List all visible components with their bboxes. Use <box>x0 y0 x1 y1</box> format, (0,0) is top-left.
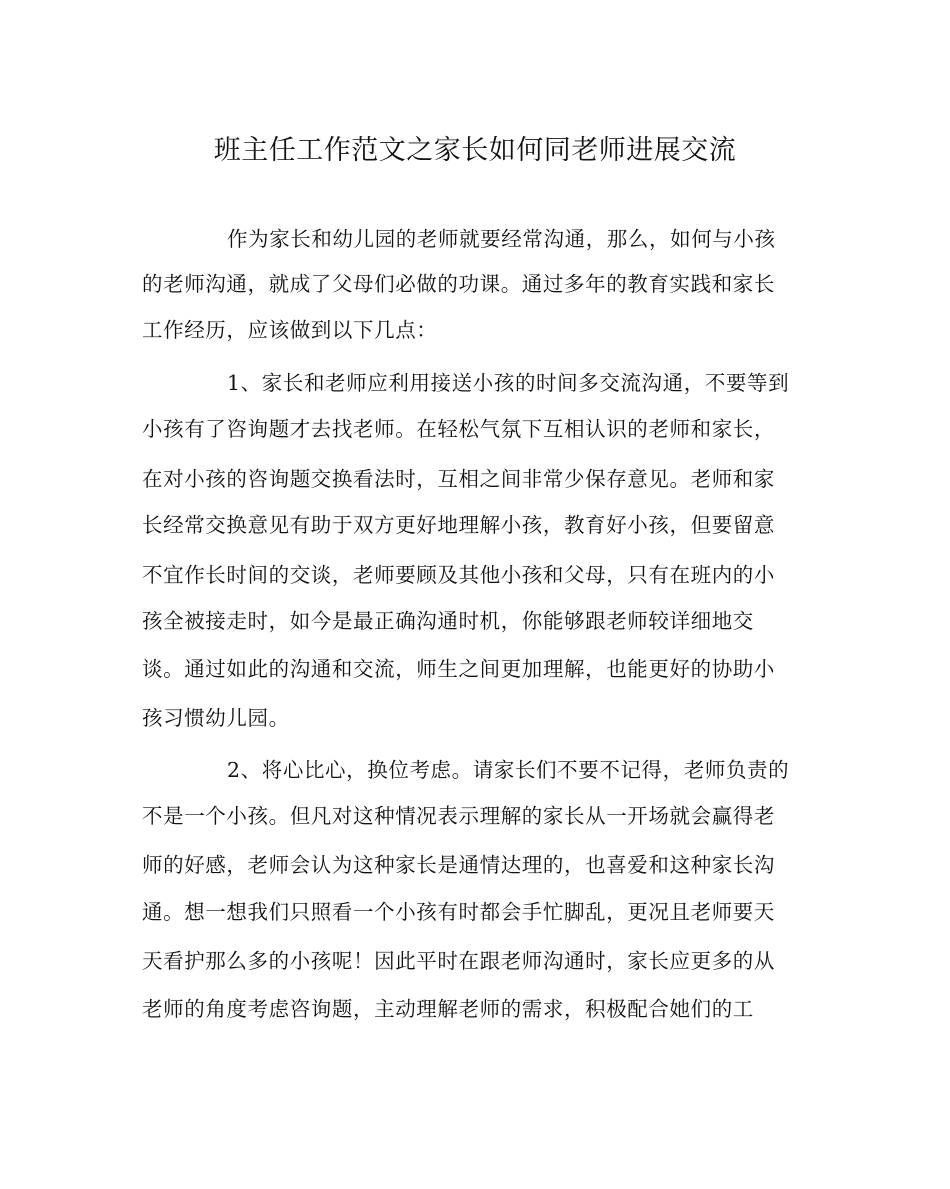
page-title: 班主任工作范文之家长如何同老师进展交流 <box>213 135 737 166</box>
paragraph-2-line-4: 长经常交换意见有助于双方更好地理解小孩，教育好小孩，但要留意 <box>142 513 775 537</box>
paragraph-1-line-2: 的老师沟通，就成了父母们必做的功课。通过多年的教育实践和家长 <box>142 272 775 296</box>
paragraph-3-line-4: 通。想一想我们只照看一个小孩有时都会手忙脚乱，更况且老师要天 <box>142 900 775 924</box>
paragraph-1-line-3: 工作经历，应该做到以下几点： <box>142 318 438 342</box>
paragraph-2-line-7: 谈。通过如此的沟通和交流，师生之间更加理解，也能更好的协助小 <box>142 657 775 681</box>
paragraph-2-line-1: 1、家长和老师应利用接送小孩的时间多交流沟通，不要等到 <box>227 371 790 395</box>
paragraph-2-line-2: 小孩有了咨询题才去找老师。在轻松气氛下互相认识的老师和家长， <box>142 417 775 441</box>
paragraph-3-line-5: 天看护那么多的小孩呢！因此平时在跟老师沟通时，家长应更多的从 <box>142 949 775 973</box>
paragraph-3-line-6: 老师的角度考虑咨询题，主动理解老师的需求，积极配合她们的工 <box>142 997 754 1021</box>
paragraph-3-line-1: 2、将心比心，换位考虑。请家长们不要不记得，老师负责的 <box>227 758 790 782</box>
paragraph-2-line-6: 孩全被接走时，如今是最正确沟通时机，你能够跟老师较详细地交 <box>142 609 754 633</box>
paragraph-3-line-2: 不是一个小孩。但凡对这种情况表示理解的家长从一开场就会赢得老 <box>142 804 775 828</box>
paragraph-2-line-5: 不宜作长时间的交谈，老师要顾及其他小孩和父母，只有在班内的小 <box>142 563 775 587</box>
paragraph-3-line-3: 师的好感，老师会认为这种家长是通情达理的，也喜爱和这种家长沟 <box>142 853 775 877</box>
paragraph-2-line-8: 孩习惯幼儿园。 <box>142 706 290 730</box>
paragraph-2-line-3: 在对小孩的咨询题交换看法时，互相之间非常少保存意见。老师和家 <box>142 467 775 491</box>
paragraph-1-line-1: 作为家长和幼儿园的老师就要经常沟通，那么，如何与小孩 <box>227 227 776 251</box>
